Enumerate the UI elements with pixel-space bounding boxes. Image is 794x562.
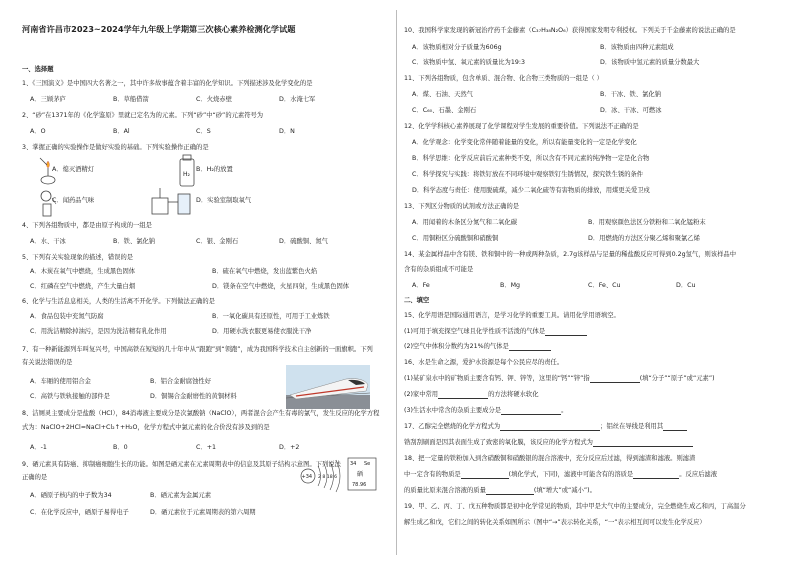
q9-option-a[interactable]: A．硒原子核内的中子数为34 [30, 492, 112, 499]
q10-option-c[interactable]: C．该物质中氢、氧元素的质量比为19:3 [412, 59, 525, 66]
q1-option-c[interactable]: C．火烧赤壁 [196, 96, 232, 103]
q9-stem-cont: 正确的是 [22, 474, 48, 481]
q14-stem: 14、某金属样品中含有镁、铁和铜中的一种或两种杂质，2.7g该样品与足量的稀盐酸反应可得到0.2g氢气，则该样品中 [404, 251, 736, 258]
q12-option-a[interactable]: A．化学观念：化学变化常伴随着能量的变化，所以有能量变化的一定是化学变化 [412, 139, 637, 146]
q1-option-b[interactable]: B．草船借箭 [113, 96, 149, 103]
q3-option-d[interactable]: D．实验室制取氧气 [196, 197, 252, 204]
q2-option-b[interactable]: B．Al [113, 128, 130, 135]
q8-option-b[interactable]: B．0 [113, 444, 128, 451]
q16-part1 [404, 375, 715, 383]
column-divider [396, 10, 397, 555]
q18-stem: 18、把一定量的铁粉加入到含硝酸铜和硝酸银的混合溶液中，充分反应后过滤，得到滤渣和滤液。则滤渣 [404, 455, 696, 462]
q16-part2-hint: 的方法将硬水软化 [488, 391, 539, 398]
q17-blank-3[interactable] [593, 440, 693, 447]
se-symbol: Se [364, 461, 371, 467]
q16-part3-hint: 。 [561, 407, 568, 414]
q12-option-b[interactable]: B．科学思维：化学反应前后元素种类不变，所以含有不同元素的纯净物一定是化合物 [412, 155, 650, 162]
q5-option-a[interactable]: A．木炭在氧气中燃烧，生成黑色固体 [30, 268, 136, 275]
exam-title: 河南省许昌市2023~2024学年九年级上学期第三次核心素养检测化学试题 [22, 24, 296, 34]
q15-part1 [404, 328, 587, 336]
q15-part2 [404, 343, 551, 351]
q18-tail: 。反应后滤液 [679, 471, 718, 478]
q12-option-c[interactable]: C．科学探究与实践：将铁钉放在不同环境中观察铁钉生锈情况，探究铁生锈的条件 [412, 171, 644, 178]
q16-part2 [404, 391, 538, 399]
q17-text-2: 锆刮刮刷面是因其表面生成了致密的氧化膜，该反应的化学方程式为 [404, 439, 593, 446]
q7-option-c[interactable]: C．高铁与铁轨接触的部件是 [30, 393, 110, 400]
q19-stem: 19、甲、乙、丙、丁、戊五种物质都是初中化学常见的物质，其中甲是大气中的主要成分，完全燃烧生成乙和丙，丁高温分 [404, 503, 746, 510]
q2-option-a[interactable]: A．O [30, 128, 46, 135]
q4-option-d[interactable]: D．硫酸铜、氮气 [279, 238, 328, 245]
q13-option-d[interactable]: D．用燃烧的方法区分聚乙烯和聚氯乙烯 [588, 235, 700, 242]
q17-blank-2[interactable] [663, 424, 687, 431]
q17-line1 [404, 423, 687, 431]
q18-blank-3[interactable] [486, 488, 534, 495]
q7-stem-cont: 有关说法错误的是 [22, 359, 73, 366]
q7-option-b[interactable]: B．铝合金耐腐蚀性好 [150, 378, 211, 385]
q5-stem: 5、下列有关实验现象的描述，错误的是 [22, 254, 134, 261]
q6-option-d[interactable]: D．用硬水洗衣服更易使衣服洗干净 [212, 328, 312, 335]
q1-stem: 1、《三国演义》是中国四大名著之一，其中许多故事蕴含着丰富的化学知识。下列描述涉及化学变化的是 [22, 80, 313, 87]
q2-stem: 2、“砂”在1371年的《化学鉴原》里就已定名为的元素。下列“砂”中“砂”的元素符号为 [22, 112, 264, 119]
q14-stem-cont: 含有的杂质组成不可能是 [404, 266, 474, 273]
q11-option-c[interactable]: C．C₆₀、石墨、金刚石 [412, 107, 477, 114]
q14-option-a[interactable]: A．Fe [412, 282, 430, 289]
q9-option-d[interactable]: D．硒元素位于元素周期表的第六周期 [150, 509, 256, 516]
q16-part1-hint: (填“分子”“原子”或“元素”) [639, 375, 715, 382]
q11-stem: 11、下列各组物质，包含单质、混合物、化合物三类物质的一组是（ ） [404, 75, 603, 82]
q4-stem: 4、下列各组物质中，都是由原子构成的一组是 [22, 222, 152, 229]
q14-option-d[interactable]: D．Cu [676, 282, 696, 289]
q15-part1-text: (1)可用于填充探空气球且化学性质不活泼的气体是 [404, 328, 546, 335]
q3-option-c[interactable]: C．闻药品气味 [52, 197, 95, 204]
electron-shells: 2 8 18 6 [318, 475, 337, 480]
q16-part3 [404, 407, 567, 415]
q4-option-a[interactable]: A．水、干冰 [30, 238, 66, 245]
q11-option-a[interactable]: A．煤、石油、天然气 [412, 91, 473, 98]
q3-stem: 3、掌握正确的实验操作是做好实验的基础。下列实验操作正确的是 [22, 144, 209, 151]
q2-option-c[interactable]: C．S [196, 128, 211, 135]
q18-text-2: 中一定含有的物质是 [404, 471, 461, 478]
q8-option-d[interactable]: D．+2 [279, 444, 300, 451]
q11-option-d[interactable]: D．冰、干冰、可燃冰 [600, 107, 662, 114]
q6-stem: 6、化学与生活息息相关，人类的生活离不开化学。下列做法正确的是 [22, 298, 215, 305]
q17-tail: ；铝丝在导线是利用其 [600, 423, 664, 430]
q14-option-c[interactable]: C．Fe、Cu [588, 282, 621, 289]
q8-option-c[interactable]: C．+1 [196, 444, 216, 451]
oxygen-apparatus-figure [150, 186, 194, 216]
q4-option-c[interactable]: C．银、金刚石 [196, 238, 239, 245]
q10-option-b[interactable]: B．该物质由四种元素组成 [600, 44, 674, 51]
q13-option-b[interactable]: B．用观察颜色法区分铁粉和二氧化锰粉末 [588, 219, 706, 226]
q13-option-a[interactable]: A．用闻着的木条区分氮气和二氧化碳 [412, 219, 518, 226]
q18-text-3: 的质量比原来混合溶液的质量 [404, 487, 486, 494]
q15-part2-blank[interactable] [509, 344, 551, 351]
q10-option-a[interactable]: A．该物质相对分子质量为606g [412, 44, 502, 51]
q11-option-b[interactable]: B．干冰、铁、氯化钠 [600, 91, 661, 98]
q10-option-d[interactable]: D．该物质中氢元素的质量分数最大 [600, 59, 700, 66]
q7-stem: 7、有一种新能源列车叫复兴号，中国高铁在短短的几十年中从“跟跑”到“领跑”，成为我国科学技术自主创新的一面旗帜。下列 [22, 346, 373, 353]
section-choice-heading: 一、选择题 [22, 66, 54, 73]
q3-option-b[interactable]: B．H₂的放置 [196, 166, 233, 173]
se-mass: 78.96 [352, 482, 367, 488]
q16-stem: 16、水是生命之源，爱护水资源是每个公民应尽的责任。 [404, 359, 564, 366]
q15-part1-blank[interactable] [545, 329, 587, 336]
q18-hint: (填“增大”或“减小”)。 [533, 487, 596, 494]
q18-line3 [404, 487, 596, 495]
q5-option-c[interactable]: C．红磷在空气中燃烧，产生大量白烟 [30, 283, 136, 290]
q6-option-b[interactable]: B．一氧化碳具有还原性，可用于工业炼铁 [212, 313, 330, 320]
gas-bottle-figure [176, 154, 198, 188]
q15-part2-text: (2)空气中体积分数约为21%的气体是 [404, 343, 509, 350]
q16-part3-blank[interactable] [501, 408, 561, 415]
selenium-atom-diagram [298, 456, 388, 496]
q17-text: 17、乙醇完全燃烧的化学方程式为 [404, 423, 501, 430]
q13-option-c[interactable]: C．用铜粉区分硫酸铜和硝酸铜 [412, 235, 499, 242]
q7-option-a[interactable]: A．车厢的使用铝合金 [30, 378, 91, 385]
q4-option-b[interactable]: B．铁、氯化钠 [113, 238, 156, 245]
q1-option-d[interactable]: D．水淹七军 [279, 96, 316, 103]
q16-part3-text: (3)生活水中常含的杂质主要成分是 [404, 407, 502, 414]
q16-part2-text: (2)家中常用 [404, 391, 439, 398]
bottle-label: H₂ [183, 171, 190, 178]
q6-option-a[interactable]: A．食品包装中充氮气防腐 [30, 313, 104, 320]
q9-option-b[interactable]: B．硒元素为金属元素 [150, 492, 211, 499]
section-fill-heading: 二、填空 [404, 297, 430, 304]
q19-stem-cont: 解生成乙和戊，它们之间的转化关系如图所示（图中“→”表示转化关系，“一”表示相互间可以发生化学反应） [404, 519, 706, 526]
q13-stem: 13、下列区分物质的试剂或方法正确的是 [404, 203, 520, 210]
q12-option-d[interactable]: D．科学态度与责任：使用脱硫煤，减少二氧化硫等有害物质的排放，用煤更关爱卫戍 [412, 187, 650, 194]
se-atomic-number: 34 [350, 461, 357, 467]
se-name: 硒 [357, 471, 364, 478]
left-column [0, 0, 396, 562]
q16-part1-blank[interactable] [590, 376, 640, 383]
q2-option-d[interactable]: D．N [279, 128, 295, 135]
q9-option-c[interactable]: C．在化学反应中，硒原子易得电子 [30, 509, 129, 516]
q6-option-c[interactable]: C．用洗洁精除掉油污，是因为洗洁精有乳化作用 [30, 328, 167, 335]
q17-line2 [404, 439, 693, 447]
q5-option-b[interactable]: B．硫在氧气中燃烧，发出蓝紫色火焰 [212, 268, 318, 275]
q17-blank-1[interactable] [500, 424, 600, 431]
q18-blank-2[interactable] [633, 472, 679, 479]
q5-option-d[interactable]: D．镁条在空气中燃烧，火星四射，生成黑色固体 [212, 283, 350, 290]
q18-blank-1[interactable] [461, 472, 509, 479]
nucleus-charge: +34 [301, 474, 313, 480]
q16-part1-text: (1)某矿泉水中的矿物质主要含有钙、钾、锌等，这里的“钙”“锌”指 [404, 375, 590, 382]
q12-stem: 12、化学学科核心素养展现了化学课程对学生发展的重要价值。下列说法不正确的是 [404, 123, 639, 130]
q8-stem-cont: 式为：NaClO+2HCl=NaCl+Cl₂↑+H₂O，化学方程式中氯元素的化合价没有涉及到的是 [22, 424, 270, 431]
train-photo [286, 365, 370, 409]
q15-stem: 15、化学用语是国际通用语言，是学习化学的重要工具。请用化学用语填空。 [404, 312, 620, 319]
q8-stem: 8、洁厕灵主要成分是盐酸（HCl），84消毒液主要成分是次氯酸钠（NaClO），两者混合会产生有毒的氯气，发生反应的化学方程 [22, 410, 380, 417]
right-column [398, 0, 794, 562]
q18-mid: (填化学式，下同)，滤液中可能含有的溶质是 [508, 471, 634, 478]
q16-part2-blank[interactable] [438, 392, 488, 399]
q7-option-d[interactable]: D．铜锡合金耐磨性的黄铜材料 [150, 393, 237, 400]
q10-stem: 10、我国科学家发现的新冠治疗药千金藤素（C₃₇H₃₈N₂O₆）获得国家发明专利授权。下列关于千金藤素的说法正确的是 [404, 27, 736, 34]
q3-option-a[interactable]: A．熄灭酒精灯 [52, 166, 95, 173]
q14-option-b[interactable]: B．Mg [500, 282, 521, 289]
q8-option-a[interactable]: A．-1 [30, 444, 47, 451]
q9-stem: 9、硒元素具有防癌、抑制癌细胞生长的功能。如图是硒元素在元素周期表中的信息及其原子结构示意图。下列说法 [22, 461, 341, 468]
q1-option-a[interactable]: A．三顾茅庐 [30, 96, 66, 103]
q18-line2 [404, 471, 717, 479]
